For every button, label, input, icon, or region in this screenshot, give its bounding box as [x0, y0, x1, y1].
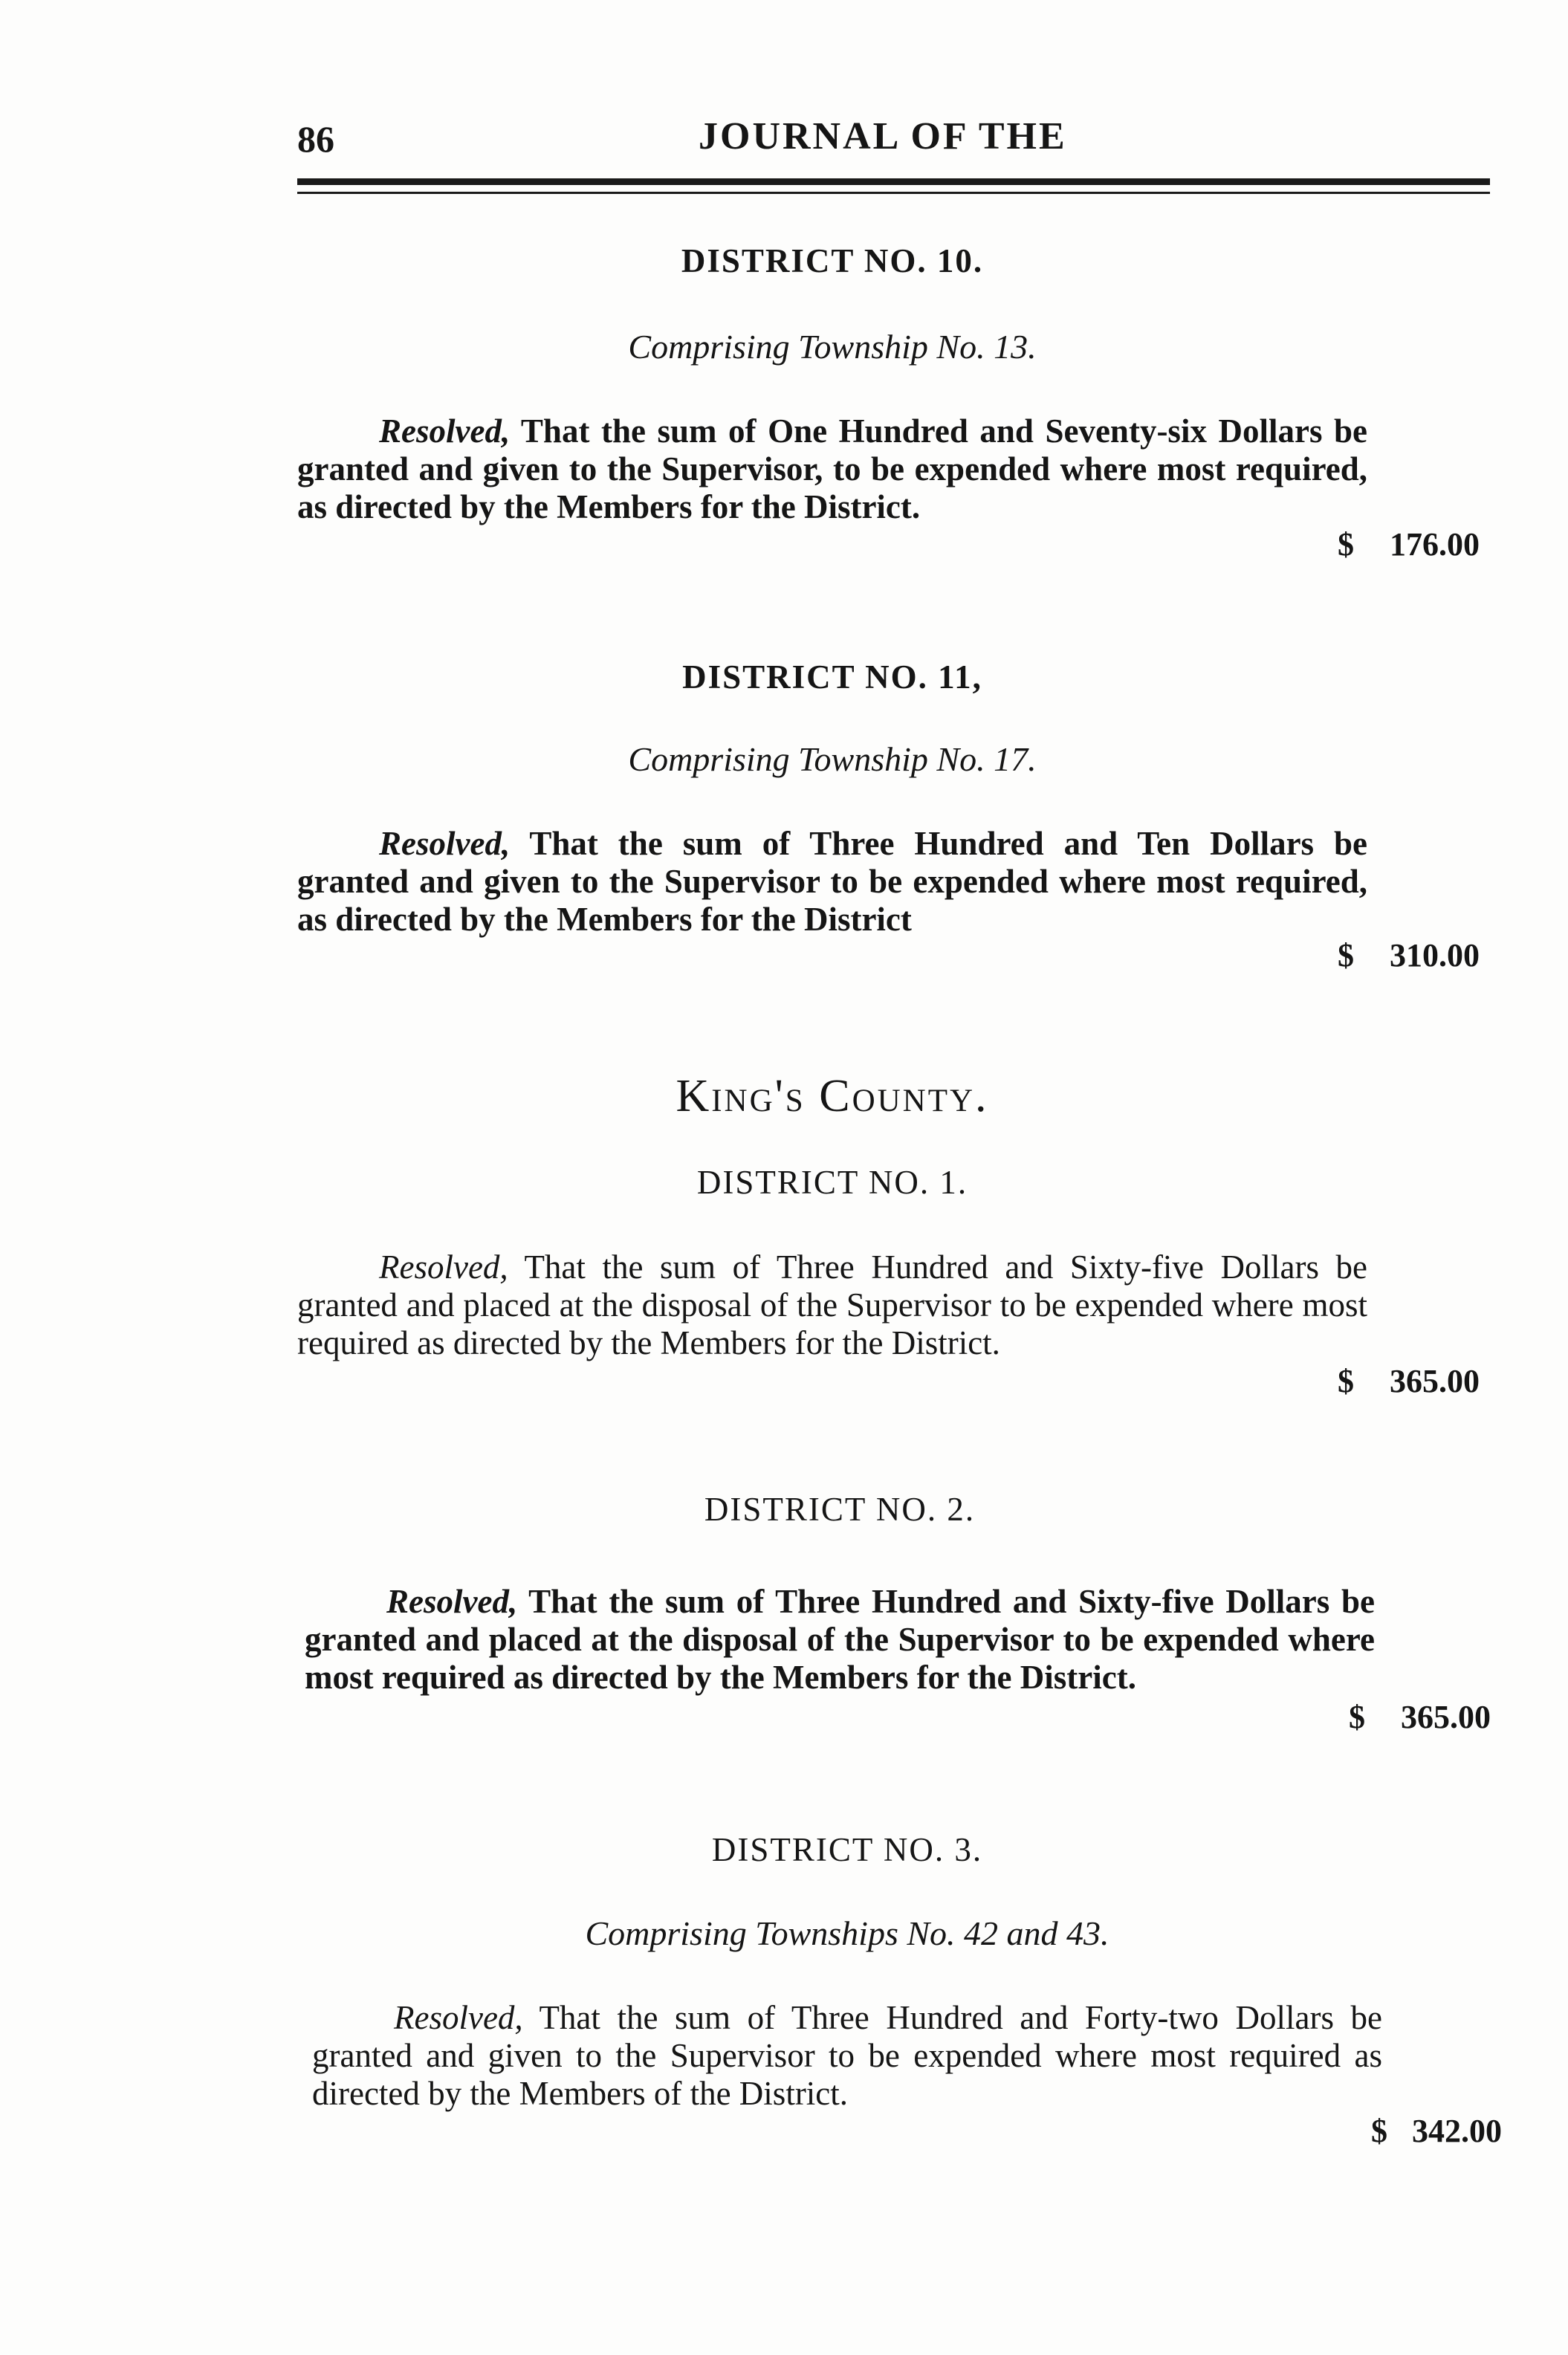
dollar-sign: $: [1349, 1699, 1365, 1735]
district-3-resolution: [312, 1999, 1382, 2113]
amount-value: 310.00: [1390, 937, 1480, 974]
district-10-amount: [1338, 525, 1523, 563]
district-11-amount: [1338, 936, 1523, 974]
page-header: [294, 111, 1490, 163]
resolved-lead: Resolved,: [379, 825, 511, 862]
amount-value: 365.00: [1390, 1363, 1480, 1399]
resolution-text: That the sum of Three Hundred and Sixty-five Dollars be granted and placed at the disposal of the Supervisor to be expended where most required as directed by the Members for the District.: [305, 1583, 1375, 1696]
dollar-sign: $: [1338, 526, 1354, 563]
district-1-heading: DISTRICT NO. 1.: [696, 1164, 968, 1201]
resolution-text: That the sum of One Hundred and Seventy-six Dollars be granted and given to the Supervisor, to be expended where most required, as directed by the Members for the District.: [297, 412, 1367, 525]
county-heading: King's County.: [676, 1071, 989, 1121]
district-11-comprising: Comprising Township No. 17.: [628, 740, 1037, 778]
district-10-heading: DISTRICT NO. 10.: [681, 242, 984, 279]
resolution-text: That the sum of Three Hundred and Ten Dollars be granted and given to the Supervisor to be expended where most required, as directed by the Members for the District: [297, 825, 1368, 938]
district-3-amount: [1371, 2112, 1557, 2150]
header-rule-thin: [297, 192, 1490, 194]
resolved-lead: Resolved,: [394, 1999, 523, 2036]
resolved-lead: Resolved,: [386, 1583, 518, 1620]
district-10-comprising: Comprising Township No. 13.: [628, 328, 1037, 366]
district-2-amount: [1349, 1698, 1535, 1736]
district-3-heading: DISTRICT NO. 3.: [711, 1831, 983, 1868]
resolution-text: That the sum of Three Hundred and Sixty-five Dollars be granted and placed at the disposal of the Supervisor to be expended where most required as directed by the Members for the District.: [297, 1248, 1367, 1361]
running-head: JOURNAL OF THE: [699, 115, 1067, 158]
district-2-heading: DISTRICT NO. 2.: [704, 1491, 976, 1528]
amount-value: 342.00: [1412, 2113, 1502, 2149]
district-1-resolution: [297, 1248, 1367, 1362]
resolution-text: That the sum of Three Hundred and Forty-two Dollars be granted and given to the Supervisor to be expended where most required as directed by the Members of the District.: [312, 1999, 1383, 2112]
dollar-sign: $: [1371, 2113, 1387, 2149]
header-rule-thick: [297, 178, 1490, 185]
district-2-resolution: [305, 1583, 1375, 1697]
resolved-lead: Resolved,: [379, 1248, 508, 1286]
resolved-lead: Resolved,: [379, 412, 511, 450]
amount-value: 176.00: [1390, 526, 1480, 563]
district-1-amount: [1338, 1362, 1523, 1400]
page-number: 86: [297, 118, 334, 160]
dollar-sign: $: [1338, 937, 1354, 974]
district-3-comprising: Comprising Townships No. 42 and 43.: [585, 1914, 1109, 1952]
district-10-resolution: [297, 412, 1367, 526]
dollar-sign: $: [1338, 1363, 1354, 1399]
district-11-heading: DISTRICT NO. 11,: [682, 658, 982, 696]
amount-value: 365.00: [1401, 1699, 1491, 1735]
district-11-resolution: [297, 825, 1367, 939]
